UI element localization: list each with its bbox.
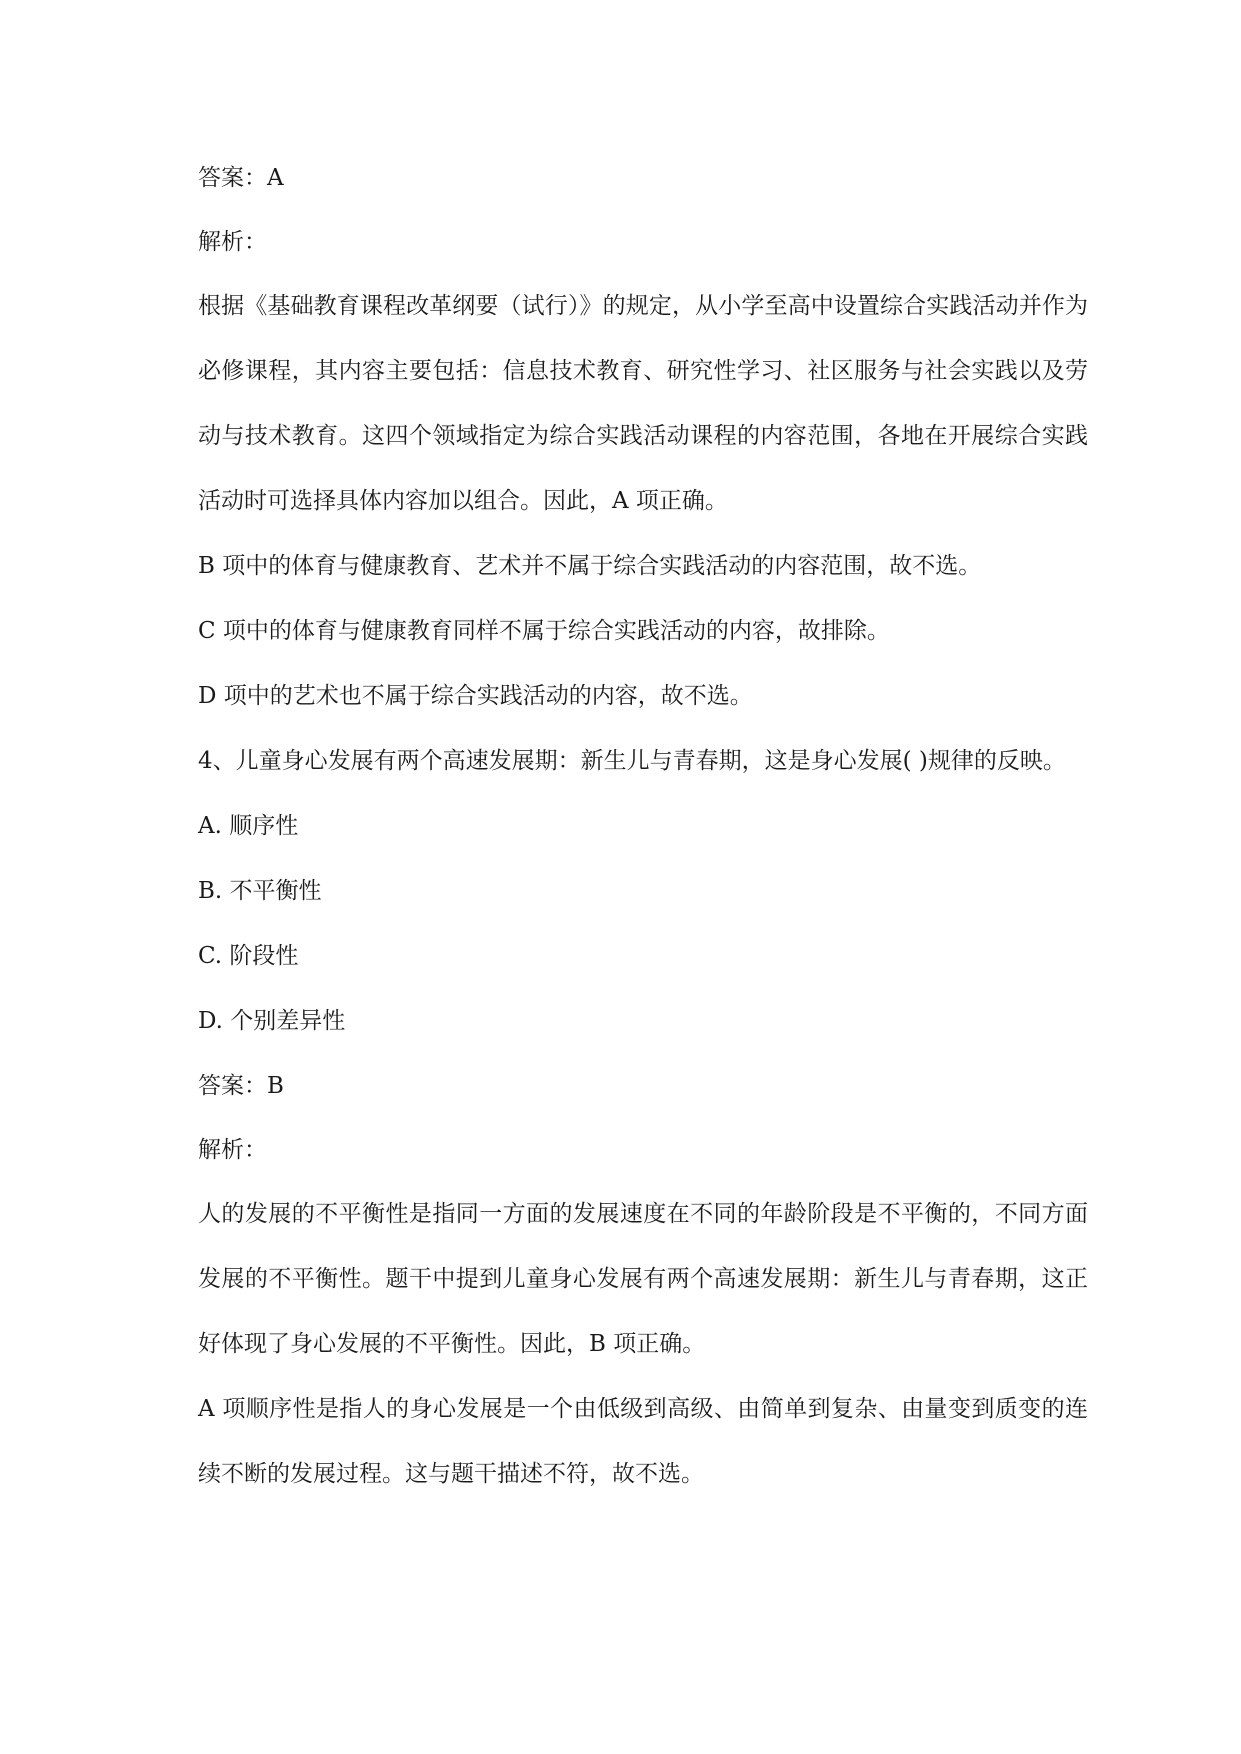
document-content bbox=[198, 146, 1088, 1507]
analysis-4-main: 人的发展的不平衡性是指同一方面的发展速度在不同的年龄阶段是不平衡的，不同方面发展的不平衡性。题干中提到儿童身心发展有两个高速发展期：新生儿与青春期，这正好体现了身心发展的不平衡性。因此，B 项正确。 bbox=[198, 1201, 1088, 1357]
answer-4: 答案：B bbox=[198, 1073, 284, 1099]
question-4: 4、儿童身心发展有两个高速发展期：新生儿与青春期，这是身心发展( )规律的反映。 bbox=[198, 748, 1066, 774]
option-a: A. 顺序性 bbox=[198, 813, 299, 839]
analysis-4-a: A 项顺序性是指人的身心发展是一个由低级到高级、由简单到复杂、由量变到质变的连续不断的发展过程。这与题干描述不符，故不选。 bbox=[198, 1396, 1088, 1487]
analysis-3-d: D 项中的艺术也不属于综合实践活动的内容，故不选。 bbox=[198, 683, 753, 709]
answer-3: 答案：A bbox=[198, 165, 284, 191]
option-b: B. 不平衡性 bbox=[198, 878, 322, 904]
analysis-3-main: 根据《基础教育课程改革纲要（试行）》的规定，从小学至高中设置综合实践活动并作为必修课程，其内容主要包括：信息技术教育、研究性学习、社区服务与社会实践以及劳动与技术教育。这四个领域指定为综合实践活动课程的内容范围，各地在开展综合实践活动时可选择具体内容加以组合。因此，A 项正确。 bbox=[198, 293, 1088, 514]
option-c: C. 阶段性 bbox=[198, 943, 299, 969]
option-d: D. 个别差异性 bbox=[198, 1008, 346, 1034]
analysis-3-b: B 项中的体育与健康教育、艺术并不属于综合实践活动的内容范围，故不选。 bbox=[198, 553, 982, 579]
analysis-label-3: 解析： bbox=[198, 229, 267, 255]
analysis-label-4: 解析： bbox=[198, 1137, 267, 1163]
analysis-3-c: C 项中的体育与健康教育同样不属于综合实践活动的内容，故排除。 bbox=[198, 618, 890, 644]
